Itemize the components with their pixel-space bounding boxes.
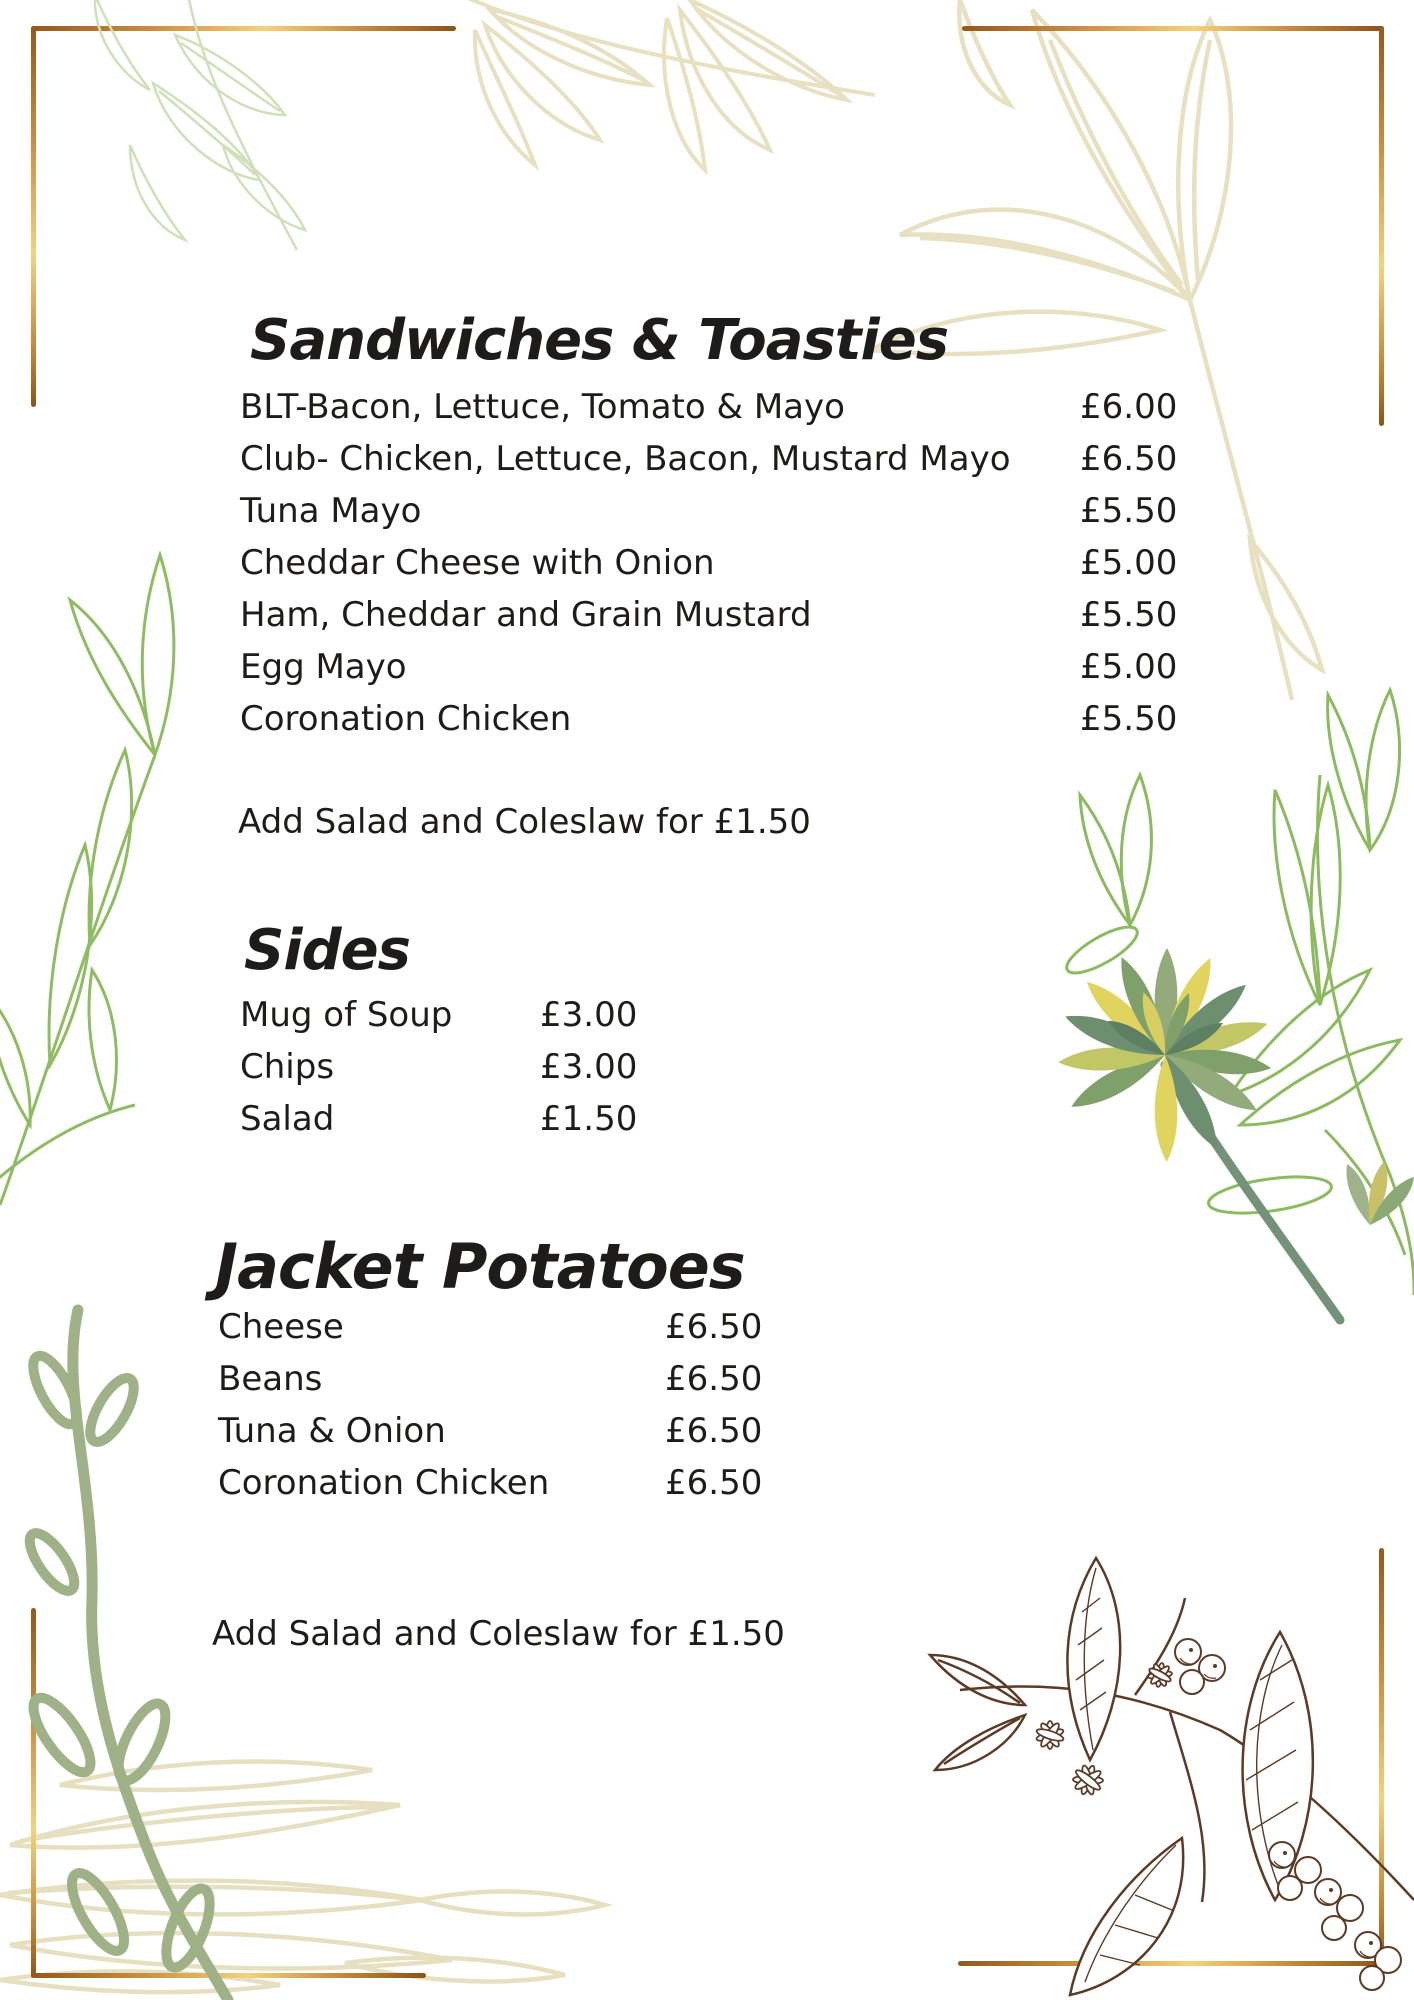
menu-item bbox=[218, 1457, 763, 1509]
item-name: Beans bbox=[218, 1359, 323, 1399]
menu-item bbox=[240, 537, 1178, 589]
item-name: Egg Mayo bbox=[240, 647, 407, 687]
item-name: Coronation Chicken bbox=[240, 699, 572, 739]
gold-frame-top-right-vertical bbox=[1379, 26, 1384, 426]
menu-item bbox=[218, 1405, 763, 1457]
flower-bud bbox=[1338, 1160, 1414, 1232]
sandwiches-addon-note: Add Salad and Coleslaw for £1.50 bbox=[238, 802, 811, 842]
item-price: £6.50 bbox=[665, 1463, 763, 1503]
right-branch-flower-icon bbox=[1070, 680, 1414, 1335]
menu-item bbox=[240, 1041, 638, 1093]
gold-frame-bottom-right-horizontal bbox=[958, 1961, 1384, 1966]
item-name: Salad bbox=[240, 1099, 335, 1139]
top-center-cream-leaves-icon bbox=[395, 0, 895, 190]
jacket-potatoes-addon-note: Add Salad and Coleslaw for £1.50 bbox=[212, 1614, 785, 1654]
item-name: Tuna Mayo bbox=[240, 491, 422, 531]
sandwiches-item-list bbox=[240, 381, 1178, 745]
item-price: £3.00 bbox=[540, 995, 638, 1035]
item-price: £5.50 bbox=[1080, 491, 1178, 531]
item-price: £5.50 bbox=[1080, 595, 1178, 635]
item-name: Tuna & Onion bbox=[218, 1411, 446, 1451]
item-price: £5.50 bbox=[1080, 699, 1178, 739]
item-name: Cheese bbox=[218, 1307, 344, 1347]
item-price: £6.50 bbox=[665, 1307, 763, 1347]
item-name: Ham, Cheddar and Grain Mustard bbox=[240, 595, 812, 635]
menu-item bbox=[240, 641, 1178, 693]
menu-item bbox=[240, 989, 638, 1041]
item-name: Cheddar Cheese with Onion bbox=[240, 543, 715, 583]
item-price: £1.50 bbox=[540, 1099, 638, 1139]
item-name: Mug of Soup bbox=[240, 995, 453, 1035]
gold-frame-bottom-right-vertical bbox=[1379, 1548, 1384, 1966]
left-green-branch-icon bbox=[0, 545, 175, 1210]
menu-item bbox=[240, 433, 1178, 485]
gold-frame-bottom-left-vertical bbox=[31, 1608, 36, 1978]
menu-item bbox=[240, 1093, 638, 1145]
item-price: £6.00 bbox=[1080, 387, 1178, 427]
bottom-cream-leaves-icon bbox=[0, 1725, 640, 2000]
section-title-sandwiches: Sandwiches & Toasties bbox=[250, 307, 949, 373]
item-price: £6.50 bbox=[665, 1359, 763, 1399]
item-name: Chips bbox=[240, 1047, 335, 1087]
item-price: £6.50 bbox=[1080, 439, 1178, 479]
menu-item bbox=[240, 485, 1178, 537]
menu-item bbox=[218, 1301, 763, 1353]
item-price: £5.00 bbox=[1080, 543, 1178, 583]
item-price: £3.00 bbox=[540, 1047, 638, 1087]
item-price: £5.00 bbox=[1080, 647, 1178, 687]
menu-item bbox=[240, 589, 1178, 641]
gold-frame-top-right-horizontal bbox=[962, 26, 1384, 31]
coffee-branch-sketch-icon bbox=[930, 1540, 1414, 2000]
item-name: Club- Chicken, Lettuce, Bacon, Mustard Mayo bbox=[240, 439, 1011, 479]
item-price: £6.50 bbox=[665, 1411, 763, 1451]
menu-item bbox=[240, 381, 1178, 433]
clover-flower-head bbox=[1057, 948, 1272, 1162]
gold-frame-top-left-vertical bbox=[31, 26, 36, 407]
menu-item bbox=[218, 1353, 763, 1405]
sides-item-list bbox=[240, 989, 638, 1145]
gold-frame-top-left-horizontal bbox=[31, 26, 456, 31]
jacket-potatoes-item-list bbox=[218, 1301, 763, 1509]
item-name: BLT-Bacon, Lettuce, Tomato & Mayo bbox=[240, 387, 845, 427]
section-title-jacket-potatoes: Jacket Potatoes bbox=[215, 1229, 745, 1303]
top-left-leaf-branch-icon bbox=[35, 0, 335, 260]
section-title-sides: Sides bbox=[244, 917, 410, 983]
menu-item bbox=[240, 693, 1178, 745]
gold-frame-bottom-left-horizontal bbox=[31, 1973, 426, 1978]
item-name: Coronation Chicken bbox=[218, 1463, 550, 1503]
